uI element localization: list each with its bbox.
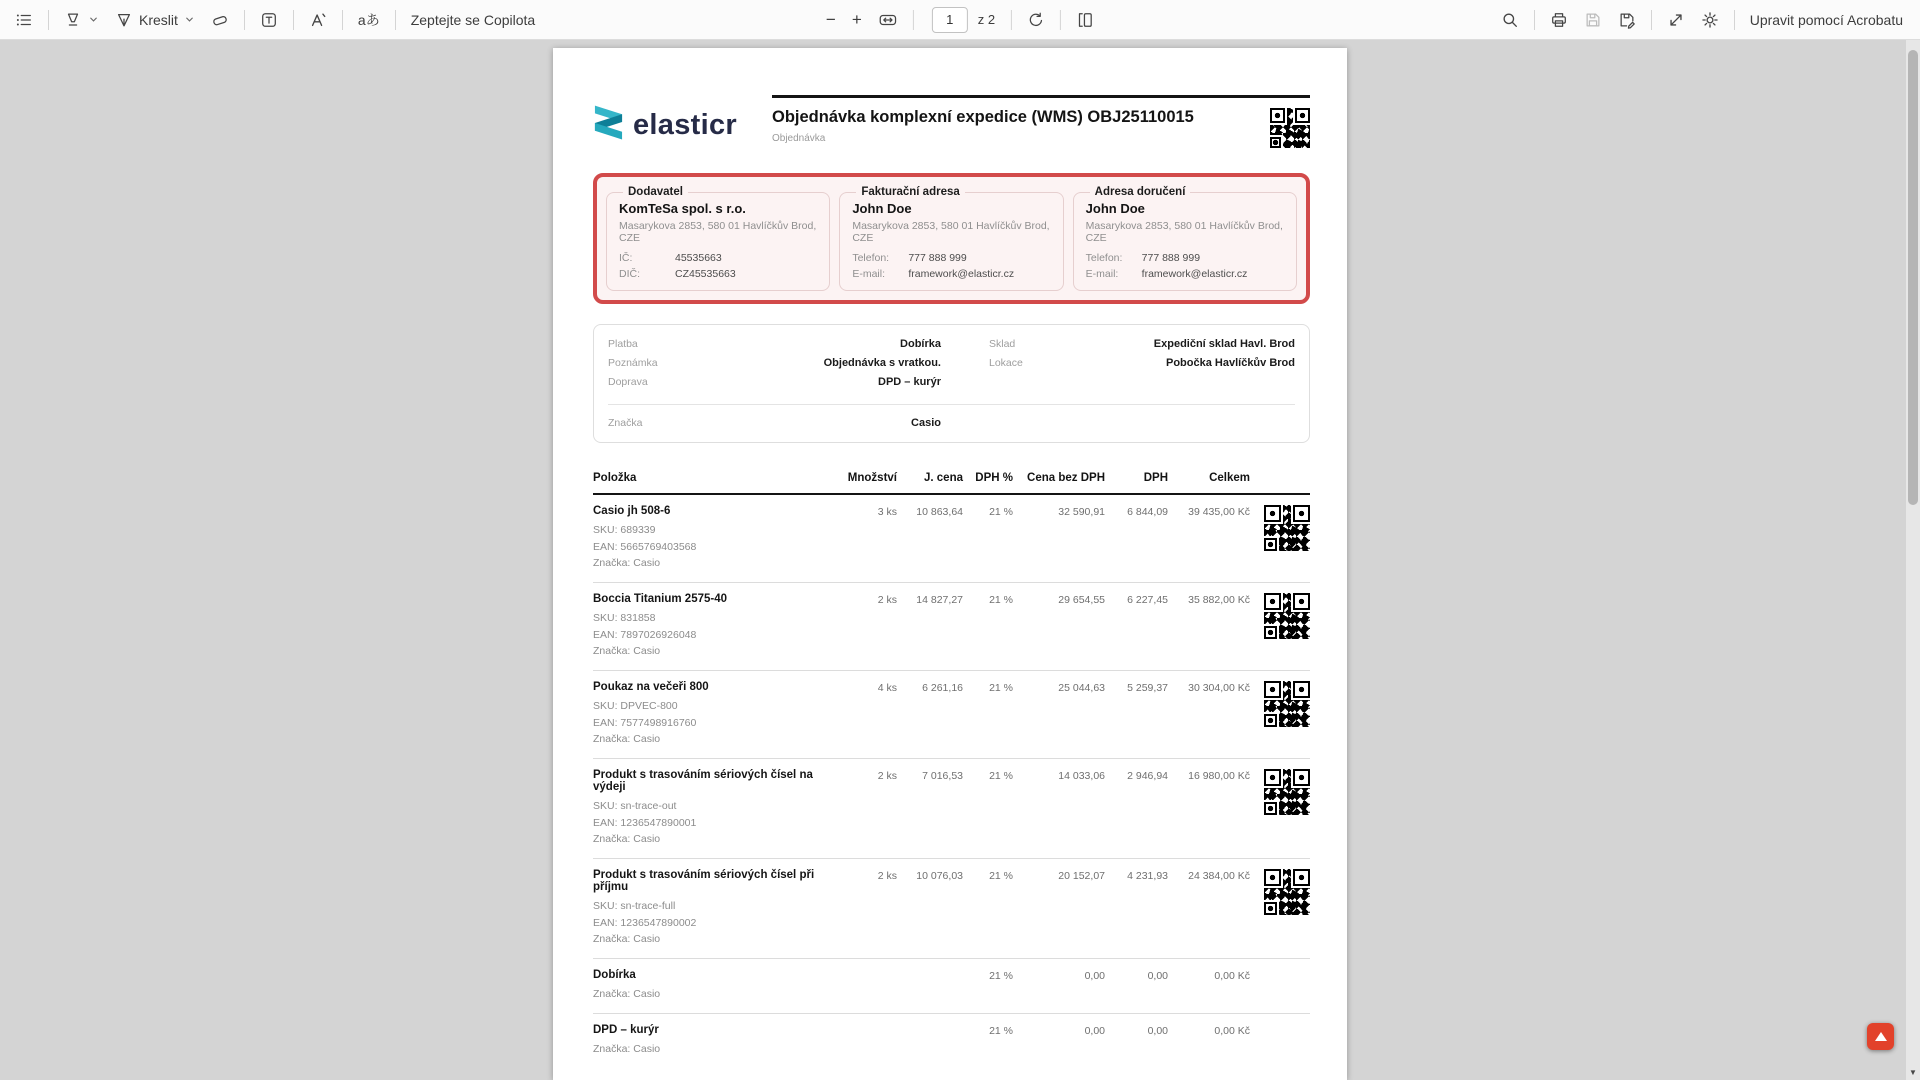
item-sku: SKU: sn-trace-full: [593, 900, 676, 912]
table-row: [593, 495, 1310, 582]
logo-wordmark: elasticr: [633, 109, 737, 141]
party-name: John Doe: [852, 201, 912, 216]
party-field-label: E-mail:: [1085, 268, 1119, 280]
info-value: Dobírka: [900, 338, 941, 350]
chevron-down-icon: [88, 14, 99, 25]
elasticr-logo: [593, 95, 772, 150]
toolbar-separator: [1011, 10, 1012, 30]
column-header: J. cena: [924, 472, 963, 484]
party-field-value: CZ45535663: [675, 268, 736, 280]
item-unit-price: 7 016,53: [922, 770, 963, 782]
gear-icon: [1701, 11, 1719, 29]
toolbar-separator: [1534, 10, 1535, 30]
party-address: Masarykova 2853, 580 01 Havlíčkův Brod, CZE: [619, 220, 817, 244]
draw-button-label: Kreslit: [139, 11, 178, 28]
party-shipping: [1073, 186, 1297, 291]
search-button[interactable]: [1494, 6, 1526, 34]
item-qty: 2 ks: [877, 594, 897, 606]
item-total: 0,00 Kč: [1214, 1025, 1250, 1037]
item-name: Casio jh 508-6: [593, 505, 671, 517]
toolbar-separator: [1734, 10, 1735, 30]
fit-width-icon: [878, 11, 898, 29]
item-ean: EAN: 5665769403568: [593, 540, 697, 553]
save-as-icon: [1618, 11, 1636, 29]
item-qty: 2 ks: [877, 870, 897, 882]
acrobat-edit-button[interactable]: [1743, 7, 1910, 33]
scroll-down-icon: ▼: [1909, 1068, 1917, 1077]
item-vat-amount: 5 259,37: [1127, 682, 1168, 694]
party-field-label: DIČ:: [619, 268, 640, 280]
items-table: [593, 472, 1310, 1068]
document-title: Objednávka komplexní expedice (WMS) OBJ25110015: [772, 108, 1194, 126]
item-ean: EAN: 1236547890001: [593, 816, 697, 829]
column-header: Položka: [593, 472, 637, 484]
info-value: DPD – kurýr: [878, 376, 941, 388]
party-field-value: 45535663: [675, 252, 722, 264]
toolbar-separator: [293, 10, 294, 30]
qr-code: [1264, 593, 1310, 639]
item-unit-price: 10 076,03: [916, 870, 963, 882]
item-brand: Značka: Casio: [593, 557, 661, 569]
item-sku: SKU: DPVEC-800: [593, 700, 678, 712]
item-unit-price: 14 827,27: [916, 594, 963, 606]
pdf-page: [553, 48, 1347, 1080]
item-total: 35 882,00 Kč: [1188, 594, 1250, 606]
item-vat-rate: 21 %: [989, 594, 1013, 606]
toc-icon: [15, 11, 33, 29]
item-vat-amount: 6 844,09: [1127, 506, 1168, 518]
table-row: [593, 670, 1310, 758]
item-total: 16 980,00 Kč: [1188, 770, 1250, 782]
search-icon: [1501, 11, 1519, 29]
eraser-button[interactable]: [204, 6, 236, 34]
eraser-icon: [211, 11, 229, 29]
info-divider: [608, 404, 1295, 405]
item-total: 24 384,00 Kč: [1188, 870, 1250, 882]
column-header: DPH %: [975, 472, 1013, 484]
toc-button[interactable]: [8, 6, 40, 34]
info-label: Doprava: [608, 376, 648, 388]
item-vat-amount: 4 231,93: [1127, 870, 1168, 882]
qr-code: [1264, 769, 1310, 815]
fit-width-button[interactable]: [871, 6, 905, 34]
info-value: Casio: [911, 417, 941, 429]
qr-code: [1270, 108, 1310, 148]
toolbar-separator: [395, 10, 396, 30]
party-field-value: 777 888 999: [908, 252, 967, 264]
item-qty: 4 ks: [877, 682, 897, 694]
toolbar-separator: [1060, 10, 1061, 30]
item-brand: Značka: Casio: [593, 833, 661, 845]
item-net: 20 152,07: [1058, 870, 1105, 882]
party-field-label: IČ:: [619, 252, 633, 264]
pdf-toolbar: [0, 0, 1920, 40]
elasticr-logo-icon: [593, 101, 624, 150]
page-view-button[interactable]: [1069, 6, 1101, 34]
settings-button[interactable]: [1694, 6, 1726, 34]
save-icon: [1584, 11, 1602, 29]
page-view-icon: [1076, 11, 1094, 29]
pdf-canvas: [0, 40, 1920, 1080]
item-name: DPD – kurýr: [593, 1024, 659, 1036]
table-row: [593, 858, 1310, 958]
item-net: 32 590,91: [1058, 506, 1105, 518]
document-header-right: [772, 95, 1310, 150]
text-box-icon: [260, 11, 278, 29]
item-vat-rate: 21 %: [989, 506, 1013, 518]
party-field-label: E-mail:: [852, 268, 885, 280]
item-net: 25 044,63: [1058, 682, 1105, 694]
zoom-out-button[interactable]: [819, 6, 843, 33]
order-info-box: [593, 324, 1310, 443]
item-name: Dobírka: [593, 969, 636, 981]
translate-icon: aあ: [357, 11, 380, 28]
item-name: Poukaz na večeři 800: [593, 681, 709, 693]
draw-pen-icon: [115, 11, 133, 29]
read-aloud-button[interactable]: [302, 6, 334, 34]
item-name: Produkt s trasováním sériových čísel na výdeji: [593, 769, 813, 793]
toolbar-separator: [342, 10, 343, 30]
item-vat-rate: 21 %: [989, 870, 1013, 882]
info-value: Expediční sklad Havl. Brod: [1153, 338, 1295, 350]
party-supplier: [606, 186, 830, 291]
scrollbar-thumb[interactable]: [1908, 50, 1918, 505]
column-header: DPH: [1143, 472, 1168, 484]
table-row: [593, 1013, 1310, 1068]
zoom-in-button[interactable]: [845, 6, 869, 33]
item-qty: 2 ks: [877, 770, 897, 782]
rotate-icon: [1027, 11, 1045, 29]
item-total: 39 435,00 Kč: [1188, 506, 1250, 518]
party-legend: Adresa doručení: [1094, 186, 1186, 198]
toolbar-center-group: [819, 6, 1101, 34]
party-name: KomTeSa spol. s r.o.: [619, 201, 746, 216]
toolbar-separator: [48, 10, 49, 30]
item-ean: EAN: 1236547890002: [593, 916, 697, 929]
document-header: [593, 95, 1310, 150]
page-total-label: z 2: [977, 12, 996, 27]
item-vat-amount: 0,00: [1147, 970, 1168, 982]
qr-code: [1264, 869, 1310, 915]
party-legend: Dodavatel: [628, 186, 683, 198]
item-sku: SKU: 689339: [593, 524, 656, 536]
item-unit-price: 6 261,16: [922, 682, 963, 694]
expand-icon: [1667, 11, 1685, 29]
info-value: Pobočka Havlíčkův Brod: [1166, 357, 1295, 369]
item-total: 0,00 Kč: [1214, 970, 1250, 982]
highlighter-button[interactable]: [57, 6, 106, 34]
acrobat-icon: [1875, 1032, 1887, 1041]
page-number-input[interactable]: [932, 7, 968, 33]
parties-highlight-box: [593, 173, 1310, 304]
table-header-row: [593, 472, 1310, 495]
item-sku: SKU: 831858: [593, 612, 656, 624]
party-field-value: framework@elasticr.cz: [908, 268, 1015, 280]
table-row: [593, 958, 1310, 1013]
scrollbar-down-button[interactable]: [1906, 1065, 1920, 1080]
translate-button[interactable]: [351, 5, 387, 35]
save-button[interactable]: [1577, 6, 1609, 34]
draw-button[interactable]: [108, 6, 202, 34]
item-unit-price: 10 863,64: [916, 506, 963, 518]
party-field-label: Telefon:: [852, 252, 890, 264]
info-label: Poznámka: [608, 357, 658, 369]
add-text-button[interactable]: [253, 6, 285, 34]
party-address: Masarykova 2853, 580 01 Havlíčkův Brod, CZE: [852, 220, 1050, 244]
qr-code: [1264, 505, 1310, 551]
info-label: Lokace: [989, 357, 1023, 369]
item-ean: EAN: 7897026926048: [593, 628, 697, 641]
item-net: 0,00: [1084, 1025, 1105, 1037]
column-header: Celkem: [1209, 472, 1250, 484]
info-label: Sklad: [989, 338, 1016, 350]
acrobat-fab[interactable]: [1867, 1023, 1894, 1050]
item-ean: EAN: 7577498916760: [593, 716, 697, 729]
read-aloud-icon: [309, 11, 327, 29]
column-header: Množství: [847, 472, 897, 484]
qr-code: [1264, 681, 1310, 727]
toolbar-separator: [913, 10, 914, 30]
item-name: Boccia Titanium 2575-40: [593, 593, 728, 605]
party-name: John Doe: [1085, 201, 1145, 216]
item-brand: Značka: Casio: [593, 988, 661, 1000]
table-row: [593, 758, 1310, 858]
item-name: Produkt s trasováním sériových čísel při příjmu: [593, 869, 815, 893]
item-brand: Značka: Casio: [593, 1043, 661, 1055]
item-qty: 3 ks: [877, 506, 897, 518]
item-vat-rate: 21 %: [989, 970, 1013, 982]
item-total: 30 304,00 Kč: [1188, 682, 1250, 694]
toolbar-right-group: [1494, 6, 1910, 34]
toolbar-left-group: [0, 5, 542, 35]
party-address: Masarykova 2853, 580 01 Havlíčkův Brod, CZE: [1085, 220, 1283, 244]
item-vat-rate: 21 %: [989, 770, 1013, 782]
item-brand: Značka: Casio: [593, 645, 661, 657]
item-vat-rate: 21 %: [989, 1025, 1013, 1037]
acrobat-edit-label: Upravit pomocí Acrobatu: [1749, 11, 1903, 28]
item-brand: Značka: Casio: [593, 733, 661, 745]
zoom-in-icon: +: [851, 10, 862, 29]
party-billing: [839, 186, 1063, 291]
item-net: 29 654,55: [1058, 594, 1105, 606]
vertical-scrollbar: [1906, 40, 1920, 1080]
zoom-out-icon: −: [825, 10, 836, 29]
rotate-button[interactable]: [1020, 6, 1052, 34]
save-as-button[interactable]: [1611, 6, 1643, 34]
item-net: 0,00: [1084, 970, 1105, 982]
info-value: Objednávka s vratkou.: [823, 357, 941, 369]
item-net: 14 033,06: [1058, 770, 1105, 782]
party-field-value: 777 888 999: [1141, 252, 1201, 264]
info-label: Značka: [608, 417, 643, 429]
highlighter-icon: [64, 11, 82, 29]
party-field-value: framework@elasticr.cz: [1141, 268, 1248, 280]
item-vat-rate: 21 %: [989, 682, 1013, 694]
chevron-down-icon: [184, 14, 195, 25]
item-vat-amount: 0,00: [1147, 1025, 1168, 1037]
item-vat-amount: 2 946,94: [1127, 770, 1168, 782]
toolbar-separator: [1651, 10, 1652, 30]
print-button[interactable]: [1543, 6, 1575, 34]
item-vat-amount: 6 227,45: [1127, 594, 1168, 606]
toolbar-separator: [244, 10, 245, 30]
column-header: Cena bez DPH: [1027, 472, 1105, 484]
copilot-button-label: Zeptejte se Copilota: [410, 11, 536, 28]
table-row: [593, 582, 1310, 670]
fullscreen-button[interactable]: [1660, 6, 1692, 34]
item-sku: SKU: sn-trace-out: [593, 800, 677, 812]
info-label: Platba: [608, 338, 638, 350]
party-field-label: Telefon:: [1085, 252, 1123, 264]
document-subtitle: Objednávka: [772, 133, 826, 144]
item-brand: Značka: Casio: [593, 933, 661, 945]
party-legend: Fakturační adresa: [861, 186, 960, 198]
copilot-button[interactable]: [404, 7, 543, 33]
printer-icon: [1550, 11, 1568, 29]
